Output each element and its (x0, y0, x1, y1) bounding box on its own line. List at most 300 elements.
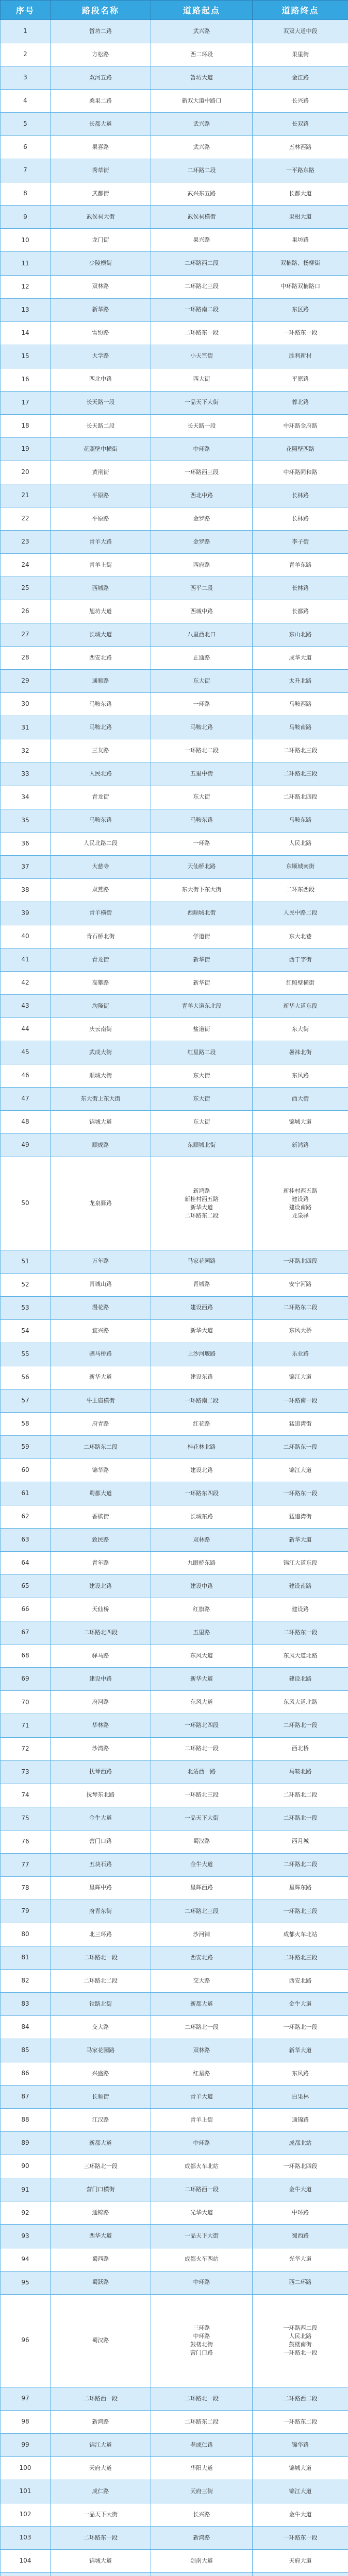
end-point-cell: 二环路北四段 (253, 786, 348, 809)
table-row (1, 1830, 348, 1853)
road-name-cell: 抚琴东北路 (51, 1784, 151, 1807)
serial-number-cell: 87 (1, 2086, 51, 2109)
serial-number-cell: 3 (1, 66, 51, 90)
serial-number-cell: 81 (1, 1946, 51, 1969)
start-point-cell: 双林路 (151, 1529, 253, 1552)
end-point-cell: 东大北巷 (253, 925, 348, 948)
serial-number-cell: 13 (1, 298, 51, 321)
start-point-cell: 新都大道 (151, 1993, 253, 2016)
table-row (1, 902, 348, 925)
start-point-cell: 新华大道 (151, 1668, 253, 1691)
road-name-cell: 花照壁中横街 (51, 437, 151, 461)
serial-number-cell: 61 (1, 1482, 51, 1505)
serial-number-cell: 67 (1, 1621, 51, 1645)
serial-number-cell: 68 (1, 1645, 51, 1668)
road-name-cell: 华林路 (51, 1714, 151, 1737)
end-point-cell: 西二环路 (253, 2271, 348, 2294)
end-point-cell: 东山北路 (253, 623, 348, 647)
start-point-cell: 果兴路 (151, 229, 253, 252)
road-name-cell: 青羊上街 (51, 554, 151, 577)
start-point-cell: 二环路北三段 (151, 275, 253, 298)
serial-number-cell: 94 (1, 2248, 51, 2271)
road-name-cell: 新鸿路 (51, 2410, 151, 2433)
table-row (1, 925, 348, 948)
road-name-cell: 驿马路 (51, 1645, 151, 1668)
end-point-cell: 锦华路 (253, 2433, 348, 2456)
start-point-cell: 西城中路 (151, 600, 253, 623)
start-point-cell: 西二环段 (151, 43, 253, 66)
start-point-cell: 一环路 (151, 832, 253, 855)
serial-number-cell: 91 (1, 2178, 51, 2201)
road-name-cell: 天仙桥 (51, 1598, 151, 1621)
table-row (1, 414, 348, 437)
start-point-cell: 盐道街 (151, 1018, 253, 1041)
start-point-cell: 长兴路 (151, 2503, 253, 2527)
serial-number-cell: 1 (1, 20, 51, 43)
table-row (1, 2016, 348, 2039)
segment-end: 鼓楼南街 (289, 2341, 312, 2348)
road-name-cell: 万年路 (51, 1250, 151, 1273)
end-point-cell: 一环路南一段 (253, 1389, 348, 1412)
start-point-cell: 蜀汉路 (151, 1830, 253, 1853)
end-point-cell: 二环路东一段 (253, 1435, 348, 1459)
end-point-cell: 东风路 (253, 2062, 348, 2086)
end-point-cell: 长都大道 (253, 182, 348, 206)
start-point-cell (151, 2294, 253, 2387)
start-point-cell: 武兴路 (151, 20, 253, 43)
table-row (1, 2201, 348, 2225)
start-point-cell: 西府路 (151, 554, 253, 577)
end-point-cell: 长林路 (253, 577, 348, 600)
table-row (1, 159, 348, 182)
start-point-cell: 八里西北口 (151, 623, 253, 647)
serial-number-cell: 2 (1, 43, 51, 66)
start-point-cell: 正通路 (151, 647, 253, 670)
table-row (1, 437, 348, 461)
table-row (1, 1389, 348, 1412)
table-row (1, 345, 348, 368)
end-point-cell: 金牛大道 (253, 1993, 348, 2016)
table-row (1, 2387, 348, 2410)
start-point-cell: 马鞍东路 (151, 809, 253, 832)
start-point-cell: 西顺城北街 (151, 902, 253, 925)
road-name-cell: 长城大道 (51, 623, 151, 647)
serial-number-cell: 70 (1, 1691, 51, 1714)
table-row (1, 1459, 348, 1482)
serial-number-cell: 65 (1, 1575, 51, 1598)
end-point-cell: 长兴路 (253, 90, 348, 113)
serial-number-cell: 76 (1, 1830, 51, 1853)
start-point-cell: 金罗路 (151, 507, 253, 530)
start-point-cell: 东大街 (151, 1111, 253, 1134)
table-row (1, 670, 348, 693)
road-name-cell: 二环路北四段 (51, 1621, 151, 1645)
start-point-cell: 东大街下东大街 (151, 878, 253, 902)
end-point-cell: 二环路西二段 (253, 2387, 348, 2410)
end-point-cell: 二环路东二段 (253, 1296, 348, 1319)
end-point-cell: 金牛大道 (253, 2503, 348, 2527)
table-row (1, 252, 348, 275)
road-name-cell: 天府大道 (51, 2456, 151, 2480)
end-point-cell: 猛追湾街 (253, 1505, 348, 1529)
segment-start: 三环路 (193, 2325, 210, 2332)
start-point-cell: 中环路 (151, 437, 253, 461)
table-row (1, 182, 348, 206)
serial-number-cell: 75 (1, 1807, 51, 1830)
end-point-cell: 成华大道 (253, 647, 348, 670)
serial-number-cell: 23 (1, 531, 51, 554)
road-name-cell: 府河路 (51, 1691, 151, 1714)
serial-number-cell: 96 (1, 2294, 51, 2387)
end-point-cell: 西月城 (253, 1830, 348, 1853)
end-point-cell: 锦江大道 (253, 1459, 348, 1482)
serial-number-cell: 85 (1, 2039, 51, 2062)
serial-number-cell: 43 (1, 994, 51, 1018)
serial-number-cell: 80 (1, 1923, 51, 1946)
segment-end: 建设南路 (289, 1204, 312, 1211)
road-name-cell: 宜兴路 (51, 1319, 151, 1343)
end-point-cell: 花照壁西路 (253, 437, 348, 461)
start-point-cell: 五里中街 (151, 762, 253, 786)
road-name-cell: 锦华路 (51, 1459, 151, 1482)
road-name-cell: 青羊大路 (51, 531, 151, 554)
road-name-cell: 长顺街 (51, 2086, 151, 2109)
road-name-cell: 长都大道 (51, 113, 151, 136)
road-name-cell: 江汉路 (51, 2109, 151, 2132)
end-point-cell: 二环路北一段 (253, 1807, 348, 1830)
serial-number-cell: 62 (1, 1505, 51, 1529)
road-name-cell: 青石桥北街 (51, 925, 151, 948)
start-point-cell: 一品天下大街 (151, 2225, 253, 2248)
end-point-cell: 二环路北三段 (253, 739, 348, 762)
end-point-cell: 金牛大道 (253, 2178, 348, 2201)
serial-number-cell: 89 (1, 2132, 51, 2155)
table-row (1, 2109, 348, 2132)
end-point-cell: 蜀西路 (253, 2225, 348, 2248)
road-name-cell: 大学路 (51, 345, 151, 368)
end-point-cell: 胜利新村 (253, 345, 348, 368)
table-row (1, 1273, 348, 1296)
table-row (1, 2527, 348, 2550)
road-name-cell: 大慈寺 (51, 855, 151, 878)
table-row (1, 1853, 348, 1876)
start-point-cell: 光华大道 (151, 2201, 253, 2225)
serial-number-cell: 93 (1, 2225, 51, 2248)
end-point-cell: 西丁字街 (253, 948, 348, 971)
serial-number-cell: 66 (1, 1598, 51, 1621)
segment-start: 营门口路 (190, 2349, 213, 2357)
end-point-cell: 西安北路 (253, 1969, 348, 1992)
serial-number-cell: 47 (1, 1088, 51, 1111)
serial-number-cell: 8 (1, 182, 51, 206)
road-name-cell: 府青东街 (51, 1900, 151, 1923)
table-row (1, 484, 348, 507)
end-point-cell: 马鞍南路 (253, 716, 348, 739)
end-point-cell: 人民中路二段 (253, 902, 348, 925)
end-point-cell: 新华大道东段 (253, 994, 348, 1018)
start-point-cell: 东风大道 (151, 1645, 253, 1668)
segment-end: 新桂村西五路 (283, 1188, 318, 1195)
table-row (1, 1621, 348, 1645)
road-name-cell: 西北中路 (51, 368, 151, 391)
start-point-cell: 天仙桥北路 (151, 855, 253, 878)
end-point-cell: 锦江大道东段 (253, 1552, 348, 1575)
end-point-cell: 成都北站 (253, 2132, 348, 2155)
table-row (1, 832, 348, 855)
header-serial-number: 序号 (1, 1, 51, 20)
serial-number-cell: 69 (1, 1668, 51, 1691)
end-point-cell: 中环路双楠路口 (253, 275, 348, 298)
road-name-cell: 双林路 (51, 275, 151, 298)
serial-number-cell: 24 (1, 554, 51, 577)
table-row (1, 1157, 348, 1250)
table-row (1, 809, 348, 832)
road-name-cell: 庆云南街 (51, 1018, 151, 1041)
road-name-cell: 通锦路 (51, 2201, 151, 2225)
end-point-cell: 乐业路 (253, 1343, 348, 1366)
table-row (1, 1645, 348, 1668)
start-point-cell (151, 2573, 253, 2576)
table-row (1, 136, 348, 159)
start-point-cell: 一环路南二段 (151, 1389, 253, 1412)
start-point-cell: 马家花园路 (151, 1250, 253, 1273)
road-name-cell: 新华大道 (51, 1366, 151, 1389)
start-point-cell: 老成仁路 (151, 2433, 253, 2456)
table-row (1, 1691, 348, 1714)
start-point-cell: 北站西一路 (151, 1760, 253, 1784)
start-point-cell: 学道街 (151, 925, 253, 948)
road-name-cell: 青年路 (51, 1552, 151, 1575)
start-point-cell: 长天路一段 (151, 414, 253, 437)
serial-number-cell: 48 (1, 1111, 51, 1134)
end-point-cell: 长林路 (253, 484, 348, 507)
table-row (1, 2550, 348, 2573)
end-point-cell: 西大街 (253, 1088, 348, 1111)
road-name-cell: 蜀汉路 (51, 2294, 151, 2387)
start-point-cell: 武兴东五路 (151, 182, 253, 206)
road-name-cell: 二环路东一段 (51, 2527, 151, 2550)
table-row (1, 762, 348, 786)
table-row (1, 739, 348, 762)
end-point-cell: 星辉东路 (253, 1876, 348, 1900)
start-point-cell: 新华街 (151, 971, 253, 994)
serial-number-cell: 33 (1, 762, 51, 786)
end-point-cell (253, 2573, 348, 2576)
table-row (1, 2039, 348, 2062)
road-name-cell: 新都大道 (51, 2132, 151, 2155)
start-point-cell: 一环路北二段 (151, 739, 253, 762)
serial-number-cell: 53 (1, 1296, 51, 1319)
road-name-cell: 武成大街 (51, 1041, 151, 1064)
serial-number-cell: 35 (1, 809, 51, 832)
road-name-cell: 顺城大街 (51, 1064, 151, 1088)
end-point-cell: 一平路东路 (253, 159, 348, 182)
serial-number-cell: 58 (1, 1412, 51, 1435)
end-point-cell: 长都路 (253, 600, 348, 623)
road-name-cell: 青龙街 (51, 786, 151, 809)
end-point-cell: 马鞍西路 (253, 693, 348, 716)
segment-start: 新桂村西五路 (185, 1195, 219, 1202)
end-point-cell: 锦城大道 (253, 1111, 348, 1134)
end-point-cell: 金江路 (253, 66, 348, 90)
table-row (1, 1552, 348, 1575)
start-point-cell: 武兴路 (151, 136, 253, 159)
end-point-cell: 东风大道北路 (253, 1645, 348, 1668)
start-point-cell: 东大街 (151, 1088, 253, 1111)
road-name-cell: 沙湾路 (51, 1737, 151, 1760)
serial-number-cell: 97 (1, 2387, 51, 2410)
end-point-cell: 天府大道 (253, 2550, 348, 2573)
start-point-cell: 五里路 (151, 1621, 253, 1645)
table-row (1, 368, 348, 391)
serial-number-cell: 34 (1, 786, 51, 809)
table-row (1, 878, 348, 902)
road-name-cell (51, 2573, 151, 2576)
start-point-cell: 一环路北三段 (151, 1784, 253, 1807)
end-point-cell: 东区路 (253, 298, 348, 321)
serial-number-cell: 22 (1, 507, 51, 530)
table-row (1, 2062, 348, 2086)
start-point-cell: 剑南大道 (151, 2550, 253, 2573)
start-point-cell: 西平二段 (151, 577, 253, 600)
end-point-cell: 平原路 (253, 368, 348, 391)
table-row (1, 1343, 348, 1366)
serial-number-cell: 18 (1, 414, 51, 437)
road-name-cell: 旭坊大道 (51, 600, 151, 623)
table-row (1, 1668, 348, 1691)
start-point-cell: 一品天下大街 (151, 391, 253, 414)
road-name-cell: 顺成路 (51, 1134, 151, 1157)
road-name-cell: 星辉中路 (51, 1876, 151, 1900)
table-row (1, 229, 348, 252)
table-row (1, 1737, 348, 1760)
table-row (1, 2271, 348, 2294)
end-point-cell: 暑袜北街 (253, 1041, 348, 1064)
table-row (1, 693, 348, 716)
end-point-cell: 东风路 (253, 1064, 348, 1088)
table-row (1, 2573, 348, 2576)
table-row (1, 2503, 348, 2527)
table-row (1, 1435, 348, 1459)
table-row (1, 647, 348, 670)
table-row (1, 1969, 348, 1992)
segment-end: 建设路 (292, 1195, 309, 1202)
end-point-cell: 人民北路 (253, 832, 348, 855)
road-name-cell: 青羊横街 (51, 902, 151, 925)
segment-start: 中环路 (193, 2333, 210, 2340)
end-point-cell: 东风大桥 (253, 1319, 348, 1343)
serial-number-cell: 5 (1, 113, 51, 136)
end-point-cell: 果柑大道 (253, 206, 348, 229)
road-name-cell: 兴盛路 (51, 2062, 151, 2086)
serial-number-cell: 19 (1, 437, 51, 461)
end-point-cell: 新华大道 (253, 1529, 348, 1552)
road-name-cell: 营门口横街 (51, 2178, 151, 2201)
start-point-cell: 红旗路 (151, 1598, 253, 1621)
table-row (1, 2132, 348, 2155)
start-point-cell: 新华街 (151, 948, 253, 971)
start-point-cell: 二环路二段 (151, 159, 253, 182)
start-point-cell: 东顺城北街 (151, 1134, 253, 1157)
serial-number-cell: 51 (1, 1250, 51, 1273)
road-name-cell: 二环路西一段 (51, 2387, 151, 2410)
table-row (1, 1366, 348, 1389)
road-name-cell: 平原路 (51, 484, 151, 507)
road-name-cell: 西华大道 (51, 2225, 151, 2248)
road-name-cell: 锦城大道 (51, 2550, 151, 2573)
segment-end: 龙泉驿 (292, 1212, 309, 1219)
table-row (1, 1923, 348, 1946)
serial-number-cell: 73 (1, 1760, 51, 1784)
serial-number-cell: 4 (1, 90, 51, 113)
road-name-cell: 一品天下大街 (51, 2503, 151, 2527)
start-point-cell: 青羊大道 (151, 2086, 253, 2109)
serial-number-cell: 44 (1, 1018, 51, 1041)
serial-number-cell: 12 (1, 275, 51, 298)
serial-number-cell: 38 (1, 878, 51, 902)
start-point-cell: 一环路 (151, 693, 253, 716)
table-row (1, 577, 348, 600)
serial-number-cell: 49 (1, 1134, 51, 1157)
road-name-cell: 人民北路 (51, 762, 151, 786)
serial-number-cell: 26 (1, 600, 51, 623)
road-name-cell: 长天路一段 (51, 391, 151, 414)
table-row (1, 206, 348, 229)
serial-number-cell: 15 (1, 345, 51, 368)
table-row (1, 2456, 348, 2480)
road-name-cell: 二环路北一段 (51, 1946, 151, 1969)
segment-start: 二环路东二段 (185, 1212, 219, 1219)
table-row (1, 1041, 348, 1064)
segment-end: 人民北路 (289, 2333, 312, 2340)
serial-number-cell: 88 (1, 2109, 51, 2132)
table-row (1, 554, 348, 577)
road-name-cell: 青龙街 (51, 948, 151, 971)
serial-number-cell: 90 (1, 2155, 51, 2178)
serial-number-cell: 102 (1, 2503, 51, 2527)
table-row (1, 855, 348, 878)
table-row (1, 2178, 348, 2201)
end-point-cell: 建设北路 (253, 1668, 348, 1691)
table-row (1, 2410, 348, 2433)
start-point-cell: 二环路北三段 (151, 1900, 253, 1923)
start-point-cell: 一环路西三段 (151, 461, 253, 484)
segment-start: 新华大道 (190, 1204, 213, 1211)
end-point-cell: 双楠路、杨柳街 (253, 252, 348, 275)
start-point-cell: 成都火车北站 (151, 2155, 253, 2178)
road-name-cell: 人民北路二段 (51, 832, 151, 855)
end-point-cell: 一环路北四段 (253, 1250, 348, 1273)
segment-end: 一环路北一段 (283, 2349, 318, 2357)
road-name-cell: 二环路北二段 (51, 1969, 151, 1992)
road-name-cell: 雪纷路 (51, 321, 151, 345)
road-name-cell: 暂坊二路 (51, 20, 151, 43)
start-point-cell: 双林路 (151, 2039, 253, 2062)
start-point-cell: 东大街 (151, 1064, 253, 1088)
end-point-cell: 一环路东一段 (253, 2527, 348, 2550)
end-point-cell: 锦江大道 (253, 2480, 348, 2503)
serial-number-cell: 83 (1, 1993, 51, 2016)
end-point-cell: 猛追湾街 (253, 1412, 348, 1435)
serial-number-cell: 21 (1, 484, 51, 507)
end-point-cell: 蓉北路 (253, 391, 348, 414)
table-row (1, 1412, 348, 1435)
serial-number-cell: 41 (1, 948, 51, 971)
end-point-cell: 通锦路 (253, 2109, 348, 2132)
road-name-cell: 双河五路 (51, 66, 151, 90)
table-row (1, 391, 348, 414)
segment-start: 鼓楼北街 (190, 2341, 213, 2348)
